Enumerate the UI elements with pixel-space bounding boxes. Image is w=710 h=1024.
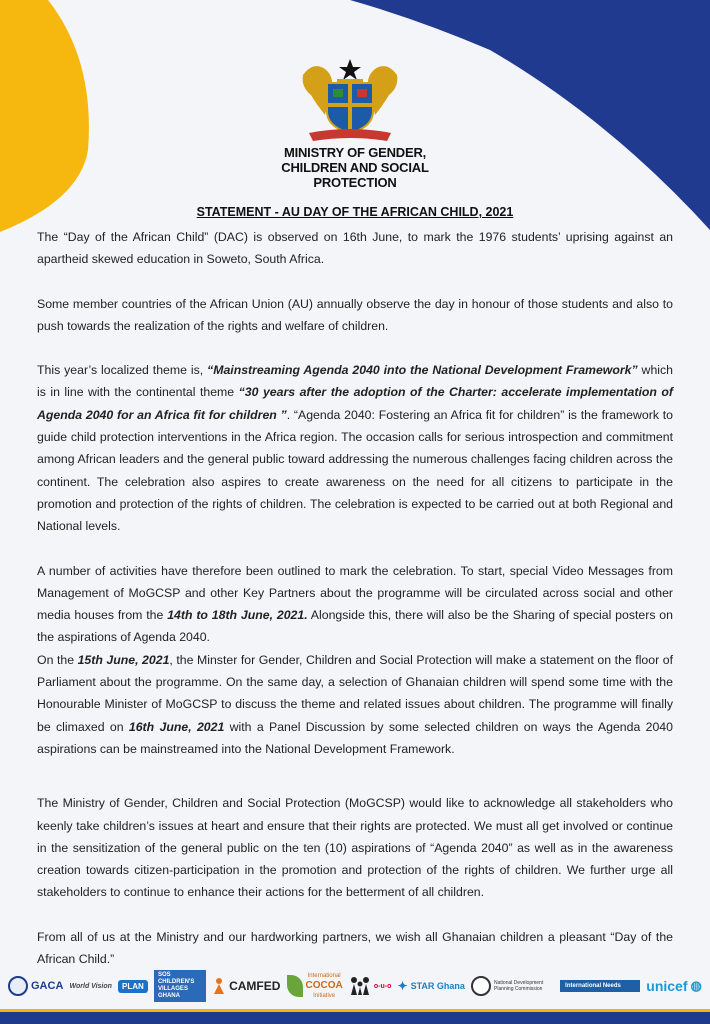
p5-text-e: with a Panel Discussion by some selected children on ways the Agenda 2040 aspirations can be mainstreamed into the National Development Framework. (37, 719, 673, 756)
camfed-logo: CAMFED (212, 978, 280, 994)
p5-date-2: 16th June, 2021 (128, 719, 225, 734)
plan-logo: PLAN (118, 980, 148, 993)
p4-date: 14th to 18th June, 2021. (167, 608, 308, 623)
p4-text-c: Alongside this, there will also be the Sharing of special posters on the aspirations of Agenda 2040. (37, 608, 673, 645)
continental-theme: “30 years after the adoption of the Charter: accelerate implementation of Agenda 2040 for an Africa fit for children ” (37, 385, 673, 422)
family-figures-icon (349, 975, 371, 997)
unicef-logo: unicef ◍ (646, 978, 702, 994)
children-figures-logo: o-u-o (349, 975, 392, 997)
ministry-name (230, 145, 480, 190)
paragraph-7: From all of us at the Ministry and our hardworking partners, we wish all Ghanaian children a pleasant “Day of the African Child.” (37, 929, 673, 967)
international-needs-logo: International Needs (560, 980, 640, 992)
paragraph-4 (37, 560, 673, 649)
p5-date-1: 15th June, 2021 (77, 652, 170, 667)
sos-childrens-villages-logo: SOS CHILDREN'S VILLAGES GHANA (154, 970, 206, 1002)
ministry-line-2: CHILDREN AND SOCIAL (281, 160, 429, 175)
gaca-emblem-icon (8, 976, 28, 996)
p5-text-c: , the Minster for Gender, Children and Social Protection will make a statement on the floor of Parliament about the programme. On the same day, a selection of Ghanaian children will spend some time with the Honourable Minister of MoGCSP to discuss the theme and related issues about children. The programme will finally be climaxed on (37, 652, 673, 734)
statement-title: STATEMENT - AU DAY OF THE AFRICAN CHILD, 2021 (196, 205, 514, 219)
gaca-logo: GACA (8, 976, 63, 996)
international-cocoa-initiative-logo: International COCOA Initiative (287, 971, 343, 1001)
ghana-coat-of-arms-icon (295, 55, 405, 143)
cocoa-leaf-icon (287, 975, 303, 997)
footer-bar (0, 1012, 710, 1024)
statement-body (37, 226, 673, 970)
p3-text-a: This year’s localized theme is, (37, 363, 208, 378)
star-icon: ✦ (397, 979, 408, 993)
p3-text-e: . “Agenda 2040: Fostering an Africa fit for children” is the framework to guide child protection interventions in the Africa region. The occasion calls for serious introspection and commitment among African leaders and the general public toward addressing the numerous challenges facing children across the continent. The celebration also aspires to create awareness on the need for all citizens to participate in the promotion and protection of the rights of children. The celebration is expected to be carried out at both Regional and National levels. (37, 407, 673, 534)
paragraph-3 (37, 359, 673, 537)
ndpc-logo: National Development Planning Commission (471, 976, 554, 996)
p5-text-a: On the (37, 652, 78, 667)
paragraph-5 (37, 649, 673, 760)
p4-text-a: A number of activities have therefore been outlined to mark the celebration. To start, special Video Messages from Management of MoGCSP and other Key Partners about the programme will be circulated across social and other media houses from the (37, 563, 673, 623)
camfed-figure-icon (212, 978, 226, 994)
local-theme: “Mainstreaming Agenda 2040 into the National Development Framework” (207, 363, 638, 378)
paragraph-2: Some member countries of the African Union (AU) annually observe the day in honour of those students and also to push towards the realization of the rights and welfare of children. (37, 296, 673, 333)
paragraph-1: The “Day of the African Child” (DAC) is observed on 16th June, to mark the 1976 students’ uprising against an apartheid skewed education in Soweto, South Africa. (37, 230, 673, 267)
ministry-line-1: MINISTRY OF GENDER, (283, 145, 427, 160)
paragraph-6: The Ministry of Gender, Children and Social Protection (MoGCSP) would like to acknowledge all stakeholders who keenly take children’s issues at heart and ensure that their rights are protected. We must all get involved or continue in the sensitization of the general public on the ten (10) aspirations of “Agenda 2040” as well as in the awareness creation towards citizen-participation in the promotion and protection of the rights of children. We further urge all stakeholders to continue to enhance their actions for the betterment of all children. (37, 796, 673, 900)
world-vision-logo: World Vision (69, 982, 112, 990)
p3-text-c: which is in line with the continental theme (37, 363, 674, 400)
ministry-line-3: PROTECTION (313, 175, 397, 190)
partner-logos (0, 964, 710, 1008)
yellow-corner-decoration (0, 0, 110, 240)
unicef-globe-icon: ◍ (690, 978, 702, 993)
star-ghana-logo: ✦ STAR Ghana (397, 979, 465, 993)
ndpc-seal-icon (471, 976, 491, 996)
